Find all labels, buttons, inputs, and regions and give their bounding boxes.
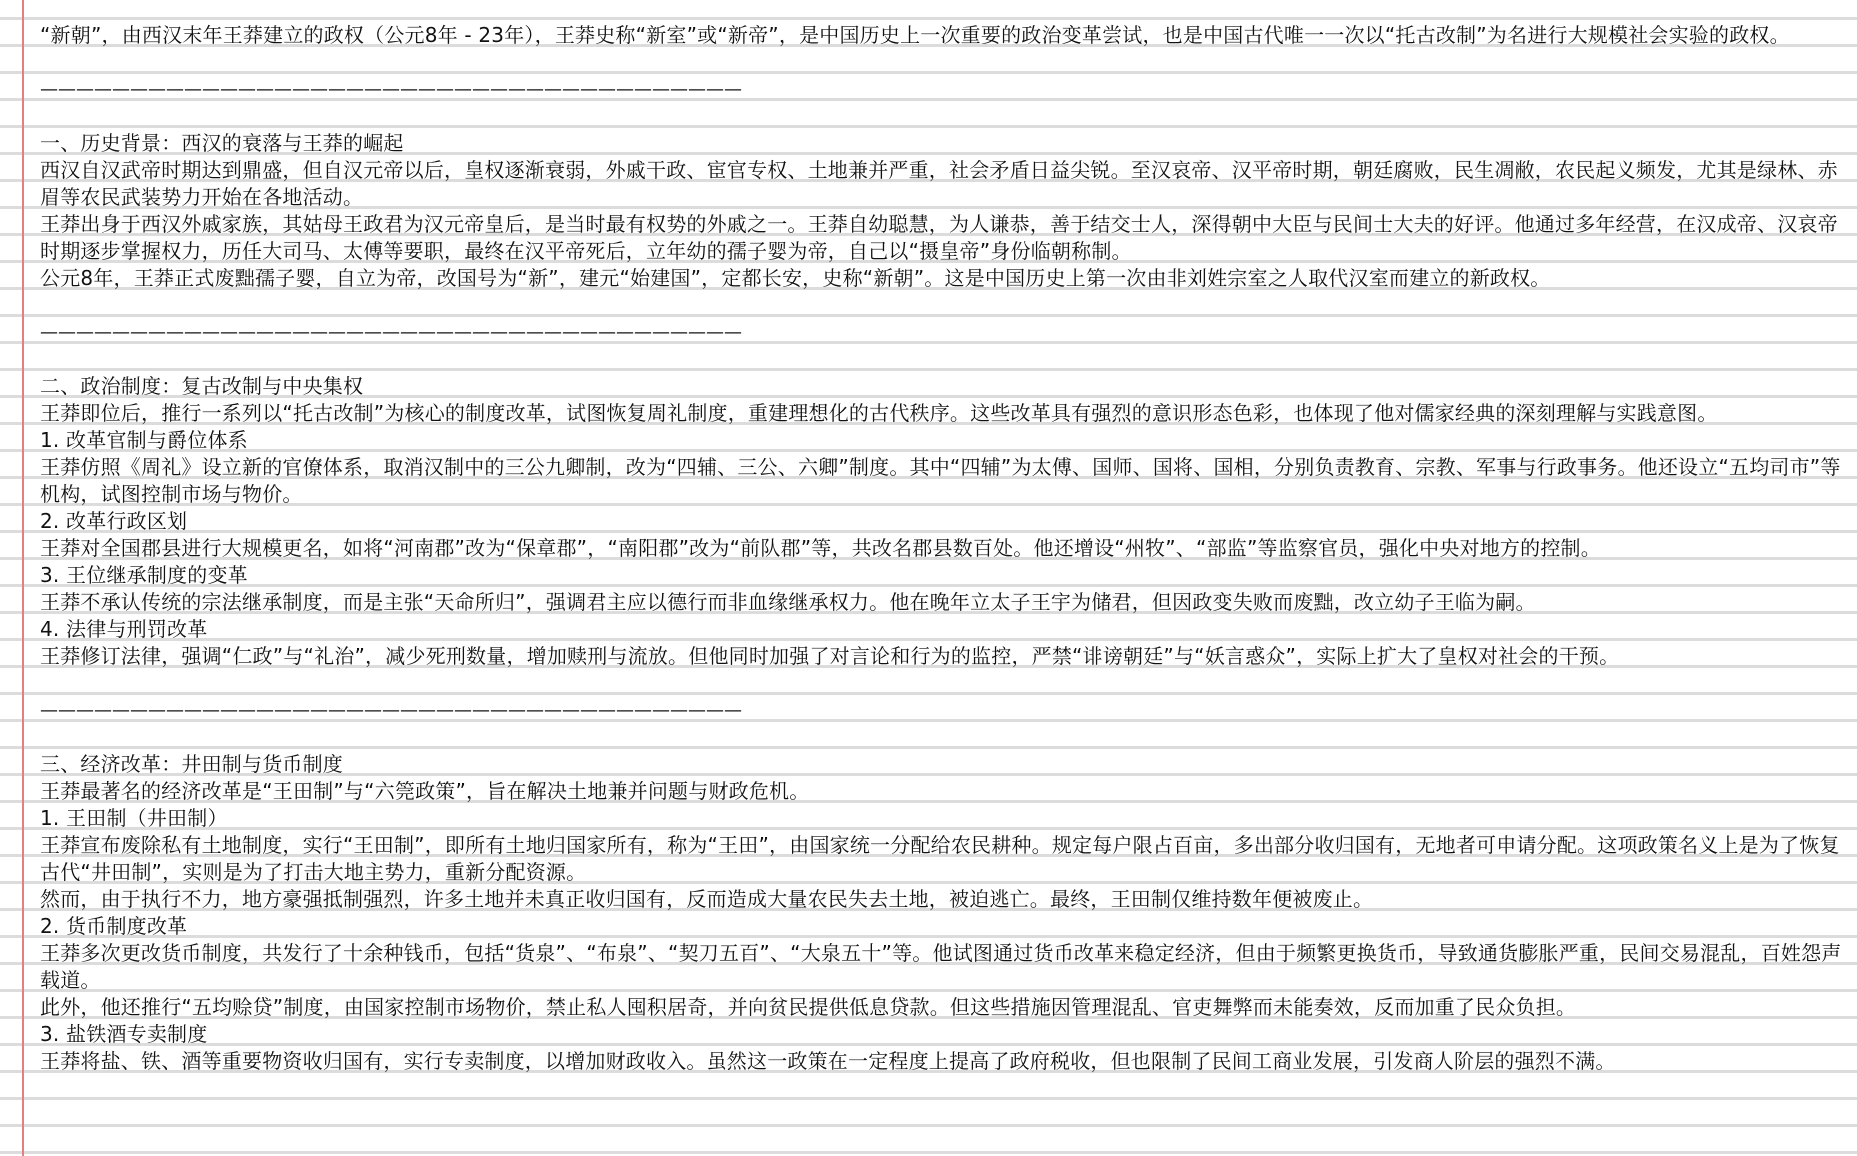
paragraph: 王莽即位后，推行一系列以“托古改制”为核心的制度改革，试图恢复周礼制度，重建理想化的古代秩序。这些改革具有强烈的意识形态色彩，也体现了他对儒家经典的深刻理解与实践意图。: [40, 401, 1718, 425]
paragraph: 王莽对全国郡县进行大规模更名，如将“河南郡”改为“保章郡”，“南阳郡”改为“前队郡”等，共改名郡县数百处。他还增设“州牧”、“部监”等监察官员，强化中央对地方的控制。: [40, 536, 1601, 560]
paragraph: 王莽将盐、铁、酒等重要物资收归国有，实行专卖制度，以增加财政收入。虽然这一政策在一定程度上提高了政府税收，但也限制了民间工商业发展，引发商人阶层的强烈不满。: [40, 1049, 1616, 1073]
paragraph: 王莽最著名的经济改革是“王田制”与“六筦政策”，旨在解决土地兼并问题与财政危机。: [40, 779, 810, 803]
subheading: 3. 王位继承制度的变革: [40, 563, 248, 587]
paragraph: 王莽修订法律，强调“仁政”与“礼治”，减少死刑数量，增加赎刑与流放。但他同时加强了对言论和行为的监控，严禁“诽谤朝廷”与“妖言惑众”，实际上扩大了皇权对社会的干预。: [40, 644, 1620, 668]
section-divider: ———————————————————————————————————————: [40, 700, 742, 721]
paragraph: 王莽多次更改货币制度，共发行了十余种钱币，包括“货泉”、“布泉”、“契刀五百”、“大泉五十”等。他试图通过货币改革来稳定经济，但由于频繁更换货币，导致通货膨胀严重，民间交易混乱，百姓怨声载道。: [40, 941, 1842, 992]
section-heading-2: 二、政治制度：复古改制与中央集权: [40, 374, 364, 398]
paragraph: 王莽出身于西汉外戚家族，其姑母王政君为汉元帝皇后，是当时最有权势的外戚之一。王莽自幼聪慧，为人谦恭，善于结交士人，深得朝中大臣与民间士大夫的好评。他通过多年经营，在汉成帝、汉哀帝时期逐步掌握权力，历任大司马、太傅等要职，最终在汉平帝死后，立年幼的孺子婴为帝，自己以“摄皇帝”身份临朝称制。: [40, 212, 1838, 263]
paragraph: 王莽仿照《周礼》设立新的官僚体系，取消汉制中的三公九卿制，改为“四辅、三公、六卿”制度。其中“四辅”为太傅、国师、国将、国相，分别负责教育、宗教、军事与行政事务。他还设立“五均司市”等机构，试图控制市场与物价。: [40, 455, 1841, 506]
paragraph: 王莽不承认传统的宗法继承制度，而是主张“天命所归”，强调君主应以德行而非血缘继承权力。他在晚年立太子王宇为储君，但因政变失败而废黜，改立幼子王临为嗣。: [40, 590, 1536, 614]
section-heading-3: 三、经济改革：井田制与货币制度: [40, 752, 343, 776]
subheading: 3. 盐铁酒专卖制度: [40, 1022, 208, 1046]
subheading: 2. 货币制度改革: [40, 914, 188, 938]
subheading: 1. 王田制（井田制）: [40, 806, 228, 830]
notebook-margin-line: [22, 0, 24, 1156]
paragraph: 公元8年，王莽正式废黜孺子婴，自立为帝，改国号为“新”，建元“始建国”，定都长安，史称“新朝”。这是中国历史上第一次由非刘姓宗室之人取代汉室而建立的新政权。: [40, 266, 1551, 290]
subheading: 1. 改革官制与爵位体系: [40, 428, 248, 452]
document-body: [40, 22, 1848, 1075]
section-divider: ———————————————————————————————————————: [40, 322, 742, 343]
section-divider: ———————————————————————————————————————: [40, 79, 742, 100]
intro-paragraph: “新朝”，由西汉末年王莽建立的政权（公元8年 - 23年），王莽史称“新室”或“新帝”，是中国历史上一次重要的政治变革尝试，也是中国古代唯一一次以“托古改制”为名进行大规模社会实验的政权。: [40, 23, 1790, 47]
section-heading-1: 一、历史背景：西汉的衰落与王莽的崛起: [40, 131, 404, 155]
paragraph: 此外，他还推行“五均赊贷”制度，由国家控制市场物价，禁止私人囤积居奇，并向贫民提供低息贷款。但这些措施因管理混乱、官吏舞弊而未能奏效，反而加重了民众负担。: [40, 995, 1577, 1019]
subheading: 4. 法律与刑罚改革: [40, 617, 208, 641]
paragraph: 西汉自汉武帝时期达到鼎盛，但自汉元帝以后，皇权逐渐衰弱，外戚干政、宦官专权、土地兼并严重，社会矛盾日益尖锐。至汉哀帝、汉平帝时期，朝廷腐败，民生凋敝，农民起义频发，尤其是绿林、赤眉等农民武装势力开始在各地活动。: [40, 158, 1838, 209]
paragraph: 王莽宣布废除私有土地制度，实行“王田制”，即所有土地归国家所有，称为“王田”，由国家统一分配给农民耕种。规定每户限占百亩，多出部分收归国有，无地者可申请分配。这项政策名义上是为了恢复古代“井田制”，实则是为了打击大地主势力，重新分配资源。: [40, 833, 1840, 884]
paragraph: 然而，由于执行不力，地方豪强抵制强烈，许多土地并未真正收归国有，反而造成大量农民失去土地，被迫逃亡。最终，王田制仅维持数年便被废止。: [40, 887, 1374, 911]
subheading: 2. 改革行政区划: [40, 509, 188, 533]
